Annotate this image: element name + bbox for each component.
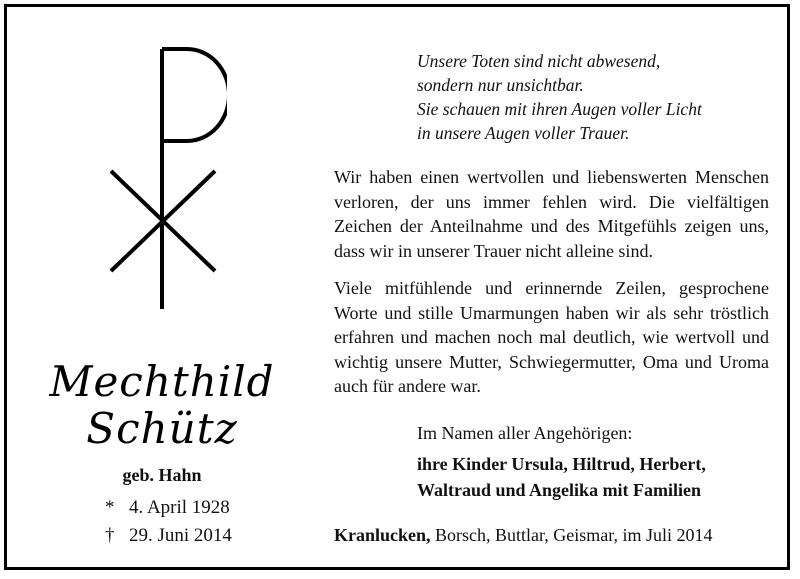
poem-line: Sie schauen mit ihren Augen voller Licht xyxy=(417,99,702,119)
obituary-frame xyxy=(4,4,790,570)
poem-line: sondern nur unsichtbar. xyxy=(417,75,584,95)
maiden-name: geb. Hahn xyxy=(122,465,202,485)
family-signature xyxy=(417,451,706,503)
chi-rho-icon xyxy=(107,47,227,317)
place-date-line xyxy=(334,525,713,546)
family-line: ihre Kinder Ursula, Hiltrud, Herbert, xyxy=(417,454,706,474)
birth-date: 4. April 1928 xyxy=(129,497,230,518)
poem-line: in unsere Augen voller Trauer. xyxy=(417,123,630,143)
place-rest: Borsch, Buttlar, Geismar, im Juli 2014 xyxy=(430,525,713,545)
family-line: Waltraud und Angelika mit Familien xyxy=(417,480,702,500)
death-date-row xyxy=(105,525,232,547)
birth-star-icon: * xyxy=(105,497,115,518)
deceased-first-name: Mechthild xyxy=(49,357,275,406)
death-date: 29. Juni 2014 xyxy=(129,525,232,546)
poem xyxy=(417,49,702,145)
death-cross-icon: † xyxy=(105,525,115,546)
signature-intro: Im Namen aller Angehörigen: xyxy=(417,423,633,443)
birth-date-row xyxy=(105,497,230,519)
deceased-last-name: Schütz xyxy=(86,404,238,453)
body-paragraph-1: Wir haben einen wertvollen und liebenswerten Menschen verloren, der uns immer fehlen wird. Die vielfältigen Zeichen der Anteilnahme und des Mitgefühls zeigen uns, dass wir in unserer Trauer nicht alleine sind. xyxy=(334,167,769,261)
poem-line: Unsere Toten sind nicht abwesend, xyxy=(417,51,661,71)
body-paragraph-2: Viele mitfühlende und erinnernde Zeilen, gesprochene Worte und stille Umarmungen haben wir als sehr tröstlich erfahren und machen noch mal deutlich, wie wertvoll und wichtig unsere Mutter, Schwiegermutter, Oma und Uroma auch für andere war. xyxy=(334,278,769,396)
main-town: Kranlucken, xyxy=(334,525,431,545)
chi-rho-loop xyxy=(162,49,227,141)
